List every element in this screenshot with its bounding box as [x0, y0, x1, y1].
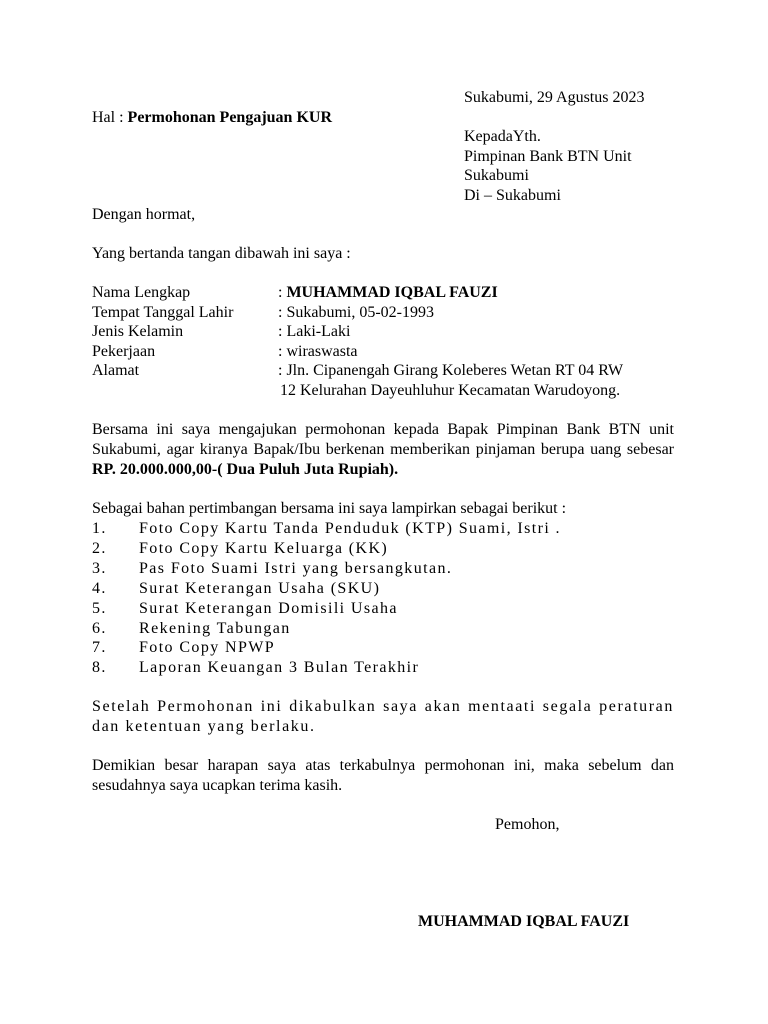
- field-label: Jenis Kelamin: [92, 323, 184, 340]
- loan-amount: RP. 20.000.000,00-( Dua Puluh Juta Rupiah).: [92, 461, 399, 478]
- applicant-name: MUHAMMAD IQBAL FAUZI: [286, 284, 498, 301]
- field-value: : Sukabumi, 05-02-1993: [278, 304, 434, 321]
- body-paragraph-2: Setelah Permohonan ini dikabulkan saya akan mentaati segala peraturan dan ketentuan yang berlaku.: [92, 698, 674, 735]
- address-line-2: 12 Kelurahan Dayeuhluhur Kecamatan Warudoyong.: [280, 382, 621, 399]
- field-value: : MUHAMMAD IQBAL FAUZI: [278, 284, 498, 301]
- field-value: : Jln. Cipanengah Girang Koleberes Wetan RT 04 RW: [278, 362, 624, 379]
- closing-paragraph: Demikian besar harapan saya atas terkabulnya permohonan ini, maka sebelum dan sesudahnya saya ucapkan terima kasih.: [92, 757, 674, 794]
- field-value: : Laki-Laki: [278, 323, 351, 340]
- attachments-intro: Sebagai bahan pertimbangan bersama ini saya lampirkan sebagai berikut :: [92, 500, 567, 517]
- recipient-line-2: Pimpinan Bank BTN Unit: [464, 148, 632, 165]
- field-label: Alamat: [92, 362, 140, 379]
- place-date: Sukabumi, 29 Agustus 2023: [464, 89, 645, 106]
- greeting: Dengan hormat,: [92, 206, 196, 223]
- subject-label: Hal :: [92, 109, 128, 126]
- signoff: Pemohon,: [495, 816, 560, 833]
- recipient-line-1: KepadaYth.: [464, 128, 541, 145]
- letter-page: Sukabumi, 29 Agustus 2023 Hal : Permohonan Pengajuan KUR KepadaYth. Pimpinan Bank BTN Unit Sukabumi Di – Sukabumi Dengan hormat, Yang bertanda tangan dibawah ini saya : Nama Lengkap : MUHAMMAD IQBAL FAUZI Tempat Tanggal Lahir : Sukabumi, 05-02-1993 Jenis Kelamin : Laki-Laki Pekerjaan : wiraswasta Alamat : Jln. Cipanengah Girang Koleberes Wetan RT 04 RW 12 Kelurahan Dayeuhluhur Kecamatan Warudoyong. Bersama ini saya mengajukan permohonan kepada Bapak Pimpinan Bank BTN unit Sukabumi, agar kiranya Bapak/Ibu berkenan memberikan pinjaman berupa uang sebesar RP. 20.000.000,00-( Dua Puluh Juta Rupiah). Sebagai bahan pertimbangan bersama ini saya lampirkan sebagai berikut : 1. Foto Copy Kartu Tanda Penduduk (KTP) Suami, Istri . 2. Foto Copy Kartu Keluarga (KK) 3. Pas Foto Suami Istri yang bersangkutan. 4. Surat Keterangan Usaha (SKU) 5. Surat Keterangan Domisili Usaha 6. Rekening Tabungan 7. Foto Copy NPWP 8. Laporan Keuangan 3 Bulan Terakhir Setelah Permohonan ini dikabulkan saya akan mentaati segala peraturan dan ketentuan yang berlaku. Demikian besar harapan saya atas terkabulnya permohonan ini, maka sebelum dan sesudahnya saya ucapkan terima kasih. Pemohon, MUHAMMAD IQBAL FAUZI: [92, 89, 674, 930]
- subject-line: [92, 108, 332, 128]
- body-paragraph-1: Bersama ini saya mengajukan permohonan kepada Bapak Pimpinan Bank BTN unit Sukabumi, agar kiranya Bapak/Ibu berkenan memberikan pinjaman berupa uang sebesar RP. 20.000.000,00-( Dua Puluh Juta Rupiah).: [92, 421, 674, 478]
- field-label: Nama Lengkap: [92, 284, 191, 301]
- signer-name: MUHAMMAD IQBAL FAUZI: [418, 913, 630, 930]
- field-label: Pekerjaan: [92, 343, 156, 360]
- field-label: Tempat Tanggal Lahir: [92, 304, 234, 321]
- subject: Permohonan Pengajuan KUR: [127, 109, 332, 126]
- recipient-line-4: Di – Sukabumi: [464, 187, 561, 204]
- recipient-line-3: Sukabumi: [464, 167, 529, 184]
- field-value: : wiraswasta: [278, 343, 358, 360]
- intro: Yang bertanda tangan dibawah ini saya :: [92, 245, 351, 262]
